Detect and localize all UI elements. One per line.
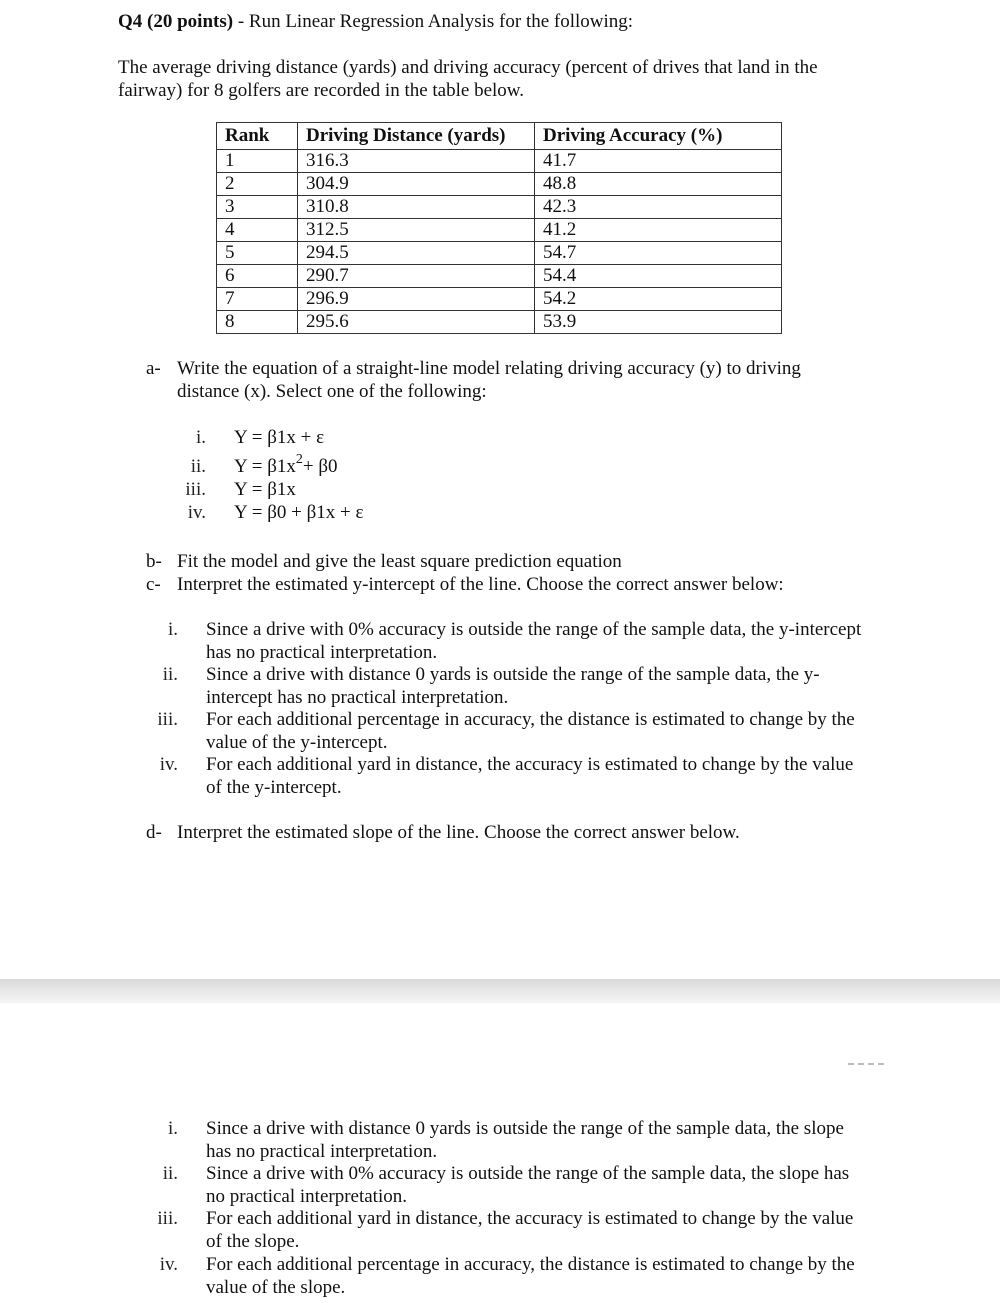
distance-cell: 296.9	[298, 288, 535, 311]
equation-part: Y = β1x	[234, 456, 296, 477]
part-a-text-line2: distance (x). Select one of the following:	[177, 381, 487, 402]
option-line: no practical interpretation.	[206, 1186, 407, 1207]
accuracy-cell: 41.7	[535, 150, 782, 173]
option-line: has no practical interpretation.	[206, 1141, 438, 1162]
distance-cell: 294.5	[298, 242, 535, 265]
accuracy-cell: 54.2	[535, 288, 782, 311]
option-line: value of the slope.	[206, 1277, 346, 1298]
rank-cell: 5	[217, 242, 298, 265]
option-number: iii.	[185, 479, 206, 500]
rank-cell: 1	[217, 150, 298, 173]
option-line: intercept has no practical interpretation.	[206, 687, 509, 708]
distance-cell: 304.9	[298, 173, 535, 196]
option-number: ii.	[162, 664, 178, 685]
accuracy-cell: 48.8	[535, 173, 782, 196]
faint-dash-mark	[848, 1063, 884, 1067]
table-row	[217, 265, 782, 288]
table-row	[217, 150, 782, 173]
option-line: of the slope.	[206, 1231, 300, 1252]
table-row	[217, 219, 782, 242]
part-c-text: Interpret the estimated y-intercept of the line. Choose the correct answer below:	[177, 574, 784, 595]
table-row	[217, 242, 782, 265]
equation-part: + β0	[302, 456, 338, 477]
table-row	[217, 173, 782, 196]
rank-cell: 4	[217, 219, 298, 242]
rank-cell: 8	[217, 311, 298, 334]
table-row	[217, 196, 782, 219]
part-a-text-line1: Write the equation of a straight-line model relating driving accuracy (y) to driving	[177, 358, 801, 379]
slope-option-i[interactable]	[206, 1117, 886, 1163]
table-row	[217, 311, 782, 334]
option-number: i.	[167, 619, 178, 640]
distance-cell: 310.8	[298, 196, 535, 219]
option-number: i.	[195, 427, 206, 448]
option-equation-i[interactable]: Y = β1x + ε	[234, 427, 325, 448]
option-line: For each additional yard in distance, the accuracy is estimated to change by the value	[206, 754, 854, 775]
rank-cell: 6	[217, 265, 298, 288]
table-row	[217, 288, 782, 311]
column-header-rank: Rank	[217, 123, 298, 150]
slope-option-iii[interactable]	[206, 1207, 886, 1253]
part-d-text: Interpret the estimated slope of the line. Choose the correct answer below.	[177, 822, 740, 843]
part-b-label: b-	[146, 551, 162, 572]
option-line: For each additional yard in distance, the accuracy is estimated to change by the value	[206, 1208, 854, 1229]
part-b-text: Fit the model and give the least square prediction equation	[177, 551, 622, 572]
rank-cell: 3	[217, 196, 298, 219]
intro-paragraph: The average driving distance (yards) and driving accuracy (percent of drives that land in the fairway) for 8 golfers are recorded in the table below.	[118, 57, 818, 101]
table-header-row	[217, 123, 782, 150]
part-c-label: c-	[146, 574, 161, 595]
option-equation-ii[interactable]	[234, 452, 338, 478]
option-equation-iii[interactable]: Y = β1x	[234, 479, 296, 500]
option-line: Since a drive with 0% accuracy is outside the range of the sample data, the y-intercept	[206, 619, 862, 640]
accuracy-cell: 54.4	[535, 265, 782, 288]
exponent: 2	[295, 452, 303, 467]
intercept-option-i[interactable]	[206, 618, 886, 664]
accuracy-cell: 53.9	[535, 311, 782, 334]
distance-cell: 312.5	[298, 219, 535, 242]
option-number: iv.	[159, 754, 178, 775]
option-number: iii.	[157, 1208, 178, 1229]
accuracy-cell: 42.3	[535, 196, 782, 219]
option-number: iv.	[187, 502, 206, 523]
rank-cell: 2	[217, 173, 298, 196]
intercept-option-ii[interactable]	[206, 663, 886, 709]
part-a-label: a-	[146, 358, 161, 379]
question-title-text: - Run Linear Regression Analysis for the following:	[233, 11, 634, 32]
option-number: ii.	[162, 1163, 178, 1184]
intercept-option-iv[interactable]	[206, 753, 886, 799]
part-d-label: d-	[146, 822, 162, 843]
option-line: has no practical interpretation.	[206, 642, 438, 663]
slope-option-ii[interactable]	[206, 1162, 886, 1208]
option-number: ii.	[190, 456, 206, 477]
accuracy-cell: 54.7	[535, 242, 782, 265]
distance-cell: 290.7	[298, 265, 535, 288]
option-line: Since a drive with 0% accuracy is outside the range of the sample data, the slope has	[206, 1163, 850, 1184]
option-line: Since a drive with distance 0 yards is outside the range of the sample data, the y-	[206, 664, 820, 685]
option-line: For each additional percentage in accuracy, the distance is estimated to change by the	[206, 709, 855, 730]
option-line: For each additional percentage in accuracy, the distance is estimated to change by the	[206, 1254, 855, 1275]
question-title	[118, 10, 633, 33]
option-line: value of the y-intercept.	[206, 732, 388, 753]
intercept-option-iii[interactable]	[206, 708, 886, 754]
option-line: Since a drive with distance 0 yards is outside the range of the sample data, the slope	[206, 1118, 844, 1139]
column-header-accuracy: Driving Accuracy (%)	[535, 123, 782, 150]
question-number: Q4 (20 points)	[118, 11, 234, 32]
column-header-distance: Driving Distance (yards)	[298, 123, 535, 150]
rank-cell: 7	[217, 288, 298, 311]
distance-cell: 295.6	[298, 311, 535, 334]
page-divider	[0, 979, 1000, 1003]
option-number: iv.	[159, 1254, 178, 1275]
golfer-data-table	[216, 122, 782, 334]
option-number: i.	[167, 1118, 178, 1139]
option-line: of the y-intercept.	[206, 777, 342, 798]
option-number: iii.	[157, 709, 178, 730]
slope-option-iv[interactable]	[206, 1253, 886, 1299]
accuracy-cell: 41.2	[535, 219, 782, 242]
option-equation-iv[interactable]: Y = β0 + β1x + ε	[234, 502, 364, 523]
distance-cell: 316.3	[298, 150, 535, 173]
